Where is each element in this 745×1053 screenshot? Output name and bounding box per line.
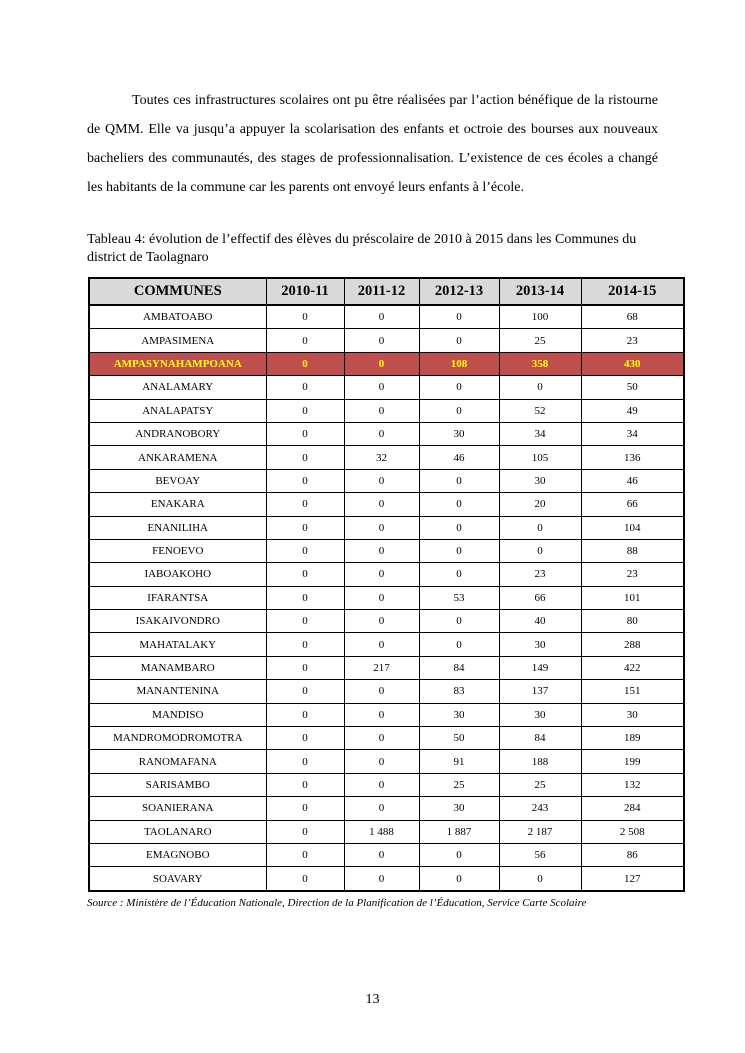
enrollment-cell: 0	[419, 469, 499, 492]
table-row	[89, 329, 684, 352]
commune-name-cell: ENAKARA	[89, 493, 266, 516]
enrollment-cell: 0	[344, 680, 419, 703]
enrollment-cell: 0	[419, 867, 499, 891]
enrollment-cell: 0	[344, 633, 419, 656]
commune-name-cell: AMPASIMENA	[89, 329, 266, 352]
table-row	[89, 586, 684, 609]
enrollment-cell: 32	[344, 446, 419, 469]
commune-name-cell: IFARANTSA	[89, 586, 266, 609]
commune-name-cell: ANALAPATSY	[89, 399, 266, 422]
commune-name-cell: AMPASYNAHAMPOANA	[89, 352, 266, 375]
commune-name-cell: MANDROMODROMOTRA	[89, 727, 266, 750]
enrollment-cell: 0	[266, 797, 344, 820]
enrollment-cell: 0	[344, 516, 419, 539]
enrollment-cell: 25	[499, 773, 581, 796]
enrollment-cell: 189	[581, 727, 684, 750]
commune-name-cell: MANANTENINA	[89, 680, 266, 703]
enrollment-cell: 0	[266, 422, 344, 445]
enrollment-cell: 0	[344, 305, 419, 329]
table-row	[89, 843, 684, 866]
enrollment-cell: 86	[581, 843, 684, 866]
enrollment-cell: 0	[266, 399, 344, 422]
enrollment-cell: 0	[344, 867, 419, 891]
enrollment-cell: 66	[499, 586, 581, 609]
enrollment-cell: 0	[344, 797, 419, 820]
enrollment-cell: 288	[581, 633, 684, 656]
table-row	[89, 539, 684, 562]
enrollment-cell: 0	[344, 750, 419, 773]
enrollment-cell: 0	[344, 329, 419, 352]
enrollment-cell: 23	[581, 563, 684, 586]
enrollment-cell: 68	[581, 305, 684, 329]
commune-name-cell: IABOAKOHO	[89, 563, 266, 586]
enrollment-cell: 0	[266, 329, 344, 352]
enrollment-cell: 1 488	[344, 820, 419, 843]
enrollment-cell: 149	[499, 656, 581, 679]
column-header-year: 2010-11	[266, 278, 344, 305]
enrollment-cell: 0	[499, 376, 581, 399]
enrollment-cell: 430	[581, 352, 684, 375]
enrollment-cell: 0	[344, 352, 419, 375]
enrollment-cell: 30	[419, 422, 499, 445]
commune-name-cell: BEVOAY	[89, 469, 266, 492]
table-row	[89, 305, 684, 329]
enrollment-cell: 0	[344, 727, 419, 750]
table-caption: Tableau 4: évolution de l’effectif des élèves du préscolaire de 2010 à 2015 dans les Communes du district de Taolagnaro	[87, 232, 637, 265]
enrollment-cell: 0	[419, 376, 499, 399]
enrollment-cell: 0	[344, 399, 419, 422]
commune-name-cell: TAOLANARO	[89, 820, 266, 843]
table-row	[89, 820, 684, 843]
commune-name-cell: ISAKAIVONDRO	[89, 610, 266, 633]
enrollment-cell: 0	[266, 727, 344, 750]
enrollment-cell: 0	[266, 469, 344, 492]
table-row	[89, 656, 684, 679]
page-number: 13	[365, 992, 380, 1007]
enrollment-cell: 0	[419, 399, 499, 422]
table-row	[89, 633, 684, 656]
table-row	[89, 469, 684, 492]
enrollment-cell: 217	[344, 656, 419, 679]
enrollment-cell: 151	[581, 680, 684, 703]
enrollment-cell: 46	[581, 469, 684, 492]
table-row	[89, 797, 684, 820]
enrollment-cell: 100	[499, 305, 581, 329]
enrollment-cell: 88	[581, 539, 684, 562]
commune-name-cell: EMAGNOBO	[89, 843, 266, 866]
commune-name-cell: MANAMBARO	[89, 656, 266, 679]
enrollment-cell: 0	[344, 610, 419, 633]
enrollment-cell: 83	[419, 680, 499, 703]
enrollment-cell: 0	[499, 516, 581, 539]
enrollment-cell: 136	[581, 446, 684, 469]
enrollment-cell: 0	[266, 586, 344, 609]
enrollment-cell: 104	[581, 516, 684, 539]
enrollment-cell: 46	[419, 446, 499, 469]
table-row	[89, 516, 684, 539]
enrollment-cell: 101	[581, 586, 684, 609]
column-header-year: 2012-13	[419, 278, 499, 305]
enrollment-cell: 0	[499, 539, 581, 562]
table-row	[89, 680, 684, 703]
commune-name-cell: ENANILIHA	[89, 516, 266, 539]
table-row	[89, 422, 684, 445]
enrollment-cell: 0	[419, 305, 499, 329]
table-row	[89, 727, 684, 750]
table-row	[89, 563, 684, 586]
enrollment-cell: 0	[266, 820, 344, 843]
commune-name-cell: SARISAMBO	[89, 773, 266, 796]
commune-name-cell: MAHATALAKY	[89, 633, 266, 656]
body-paragraph: Toutes ces infrastructures scolaires ont pu être réalisées par l’action bénéfique de la ristourne de QMM. Elle va jusqu’a appuyer la scolarisation des enfants et octroie des bourses aux nouveaux bacheliers des communautés, des stages de professionnalisation. L’existence de ces écoles a changé les habitants de la commune car les parents ont envoyé leurs enfants à l’école.	[87, 93, 658, 195]
enrollment-cell: 2 187	[499, 820, 581, 843]
table-source: Source : Ministère de l’Éducation Nationale, Direction de la Planification de l’Éducation, Service Carte Scolaire	[87, 897, 587, 909]
enrollment-cell: 0	[266, 703, 344, 726]
enrollment-cell: 0	[344, 539, 419, 562]
enrollment-cell: 0	[419, 843, 499, 866]
enrollment-cell: 0	[344, 586, 419, 609]
table-row	[89, 446, 684, 469]
enrollment-cell: 30	[499, 469, 581, 492]
enrollment-cell: 0	[499, 867, 581, 891]
enrollment-cell: 50	[581, 376, 684, 399]
enrollment-cell: 0	[344, 843, 419, 866]
enrollment-cell: 0	[266, 376, 344, 399]
enrollment-cell: 0	[266, 656, 344, 679]
enrollment-cell: 0	[419, 516, 499, 539]
enrollment-cell: 0	[266, 305, 344, 329]
commune-name-cell: ANALAMARY	[89, 376, 266, 399]
enrollment-cell: 105	[499, 446, 581, 469]
enrollment-cell: 23	[499, 563, 581, 586]
enrollment-cell: 284	[581, 797, 684, 820]
enrollment-cell: 25	[499, 329, 581, 352]
commune-name-cell: ANKARAMENA	[89, 446, 266, 469]
enrollment-cell: 0	[266, 750, 344, 773]
enrollment-cell: 0	[344, 703, 419, 726]
commune-name-cell: FENOEVO	[89, 539, 266, 562]
enrollment-cell: 0	[419, 563, 499, 586]
enrollment-cell: 0	[266, 446, 344, 469]
enrollment-cell: 66	[581, 493, 684, 516]
commune-name-cell: MANDISO	[89, 703, 266, 726]
enrollment-cell: 25	[419, 773, 499, 796]
enrollment-cell: 0	[419, 610, 499, 633]
enrollment-cell: 0	[266, 563, 344, 586]
enrollment-cell: 0	[344, 469, 419, 492]
enrollment-cell: 0	[344, 376, 419, 399]
commune-name-cell: RANOMAFANA	[89, 750, 266, 773]
enrollment-cell: 0	[266, 516, 344, 539]
enrollment-cell: 0	[419, 633, 499, 656]
enrollment-cell: 358	[499, 352, 581, 375]
enrollment-cell: 127	[581, 867, 684, 891]
enrollment-cell: 422	[581, 656, 684, 679]
column-header-year: 2011-12	[344, 278, 419, 305]
enrollment-cell: 199	[581, 750, 684, 773]
enrollment-cell: 243	[499, 797, 581, 820]
table-row	[89, 750, 684, 773]
enrollment-cell: 30	[581, 703, 684, 726]
enrollment-cell: 84	[499, 727, 581, 750]
enrollment-cell: 30	[499, 633, 581, 656]
enrollment-table	[88, 277, 685, 892]
enrollment-cell: 0	[344, 773, 419, 796]
table-header-row	[89, 278, 684, 305]
column-header-year: 2013-14	[499, 278, 581, 305]
enrollment-cell: 52	[499, 399, 581, 422]
enrollment-cell: 40	[499, 610, 581, 633]
enrollment-cell: 56	[499, 843, 581, 866]
enrollment-cell: 188	[499, 750, 581, 773]
enrollment-cell: 23	[581, 329, 684, 352]
enrollment-cell: 30	[419, 703, 499, 726]
enrollment-cell: 0	[344, 563, 419, 586]
table-row-highlighted	[89, 352, 684, 375]
enrollment-cell: 49	[581, 399, 684, 422]
table-row	[89, 610, 684, 633]
table-row	[89, 399, 684, 422]
table-row	[89, 867, 684, 891]
table-row	[89, 773, 684, 796]
enrollment-cell: 34	[581, 422, 684, 445]
enrollment-cell: 0	[266, 843, 344, 866]
enrollment-cell: 0	[419, 539, 499, 562]
enrollment-cell: 50	[419, 727, 499, 750]
commune-name-cell: SOANIERANA	[89, 797, 266, 820]
enrollment-cell: 0	[344, 493, 419, 516]
enrollment-cell: 137	[499, 680, 581, 703]
enrollment-cell: 0	[266, 680, 344, 703]
column-header-year: 2014-15	[581, 278, 684, 305]
enrollment-cell: 80	[581, 610, 684, 633]
enrollment-cell: 30	[499, 703, 581, 726]
enrollment-cell: 30	[419, 797, 499, 820]
enrollment-cell: 0	[266, 610, 344, 633]
enrollment-cell: 0	[419, 329, 499, 352]
enrollment-cell: 0	[266, 493, 344, 516]
table-row	[89, 493, 684, 516]
enrollment-cell: 0	[419, 493, 499, 516]
enrollment-cell: 0	[266, 352, 344, 375]
enrollment-cell: 0	[266, 633, 344, 656]
table-row	[89, 703, 684, 726]
commune-name-cell: SOAVARY	[89, 867, 266, 891]
enrollment-cell: 0	[266, 867, 344, 891]
enrollment-cell: 84	[419, 656, 499, 679]
enrollment-cell: 91	[419, 750, 499, 773]
enrollment-cell: 1 887	[419, 820, 499, 843]
enrollment-cell: 0	[266, 539, 344, 562]
enrollment-cell: 20	[499, 493, 581, 516]
enrollment-cell: 0	[344, 422, 419, 445]
enrollment-cell: 108	[419, 352, 499, 375]
commune-name-cell: AMBATOABO	[89, 305, 266, 329]
column-header-communes: COMMUNES	[89, 278, 266, 305]
enrollment-cell: 34	[499, 422, 581, 445]
enrollment-cell: 2 508	[581, 820, 684, 843]
enrollment-cell: 53	[419, 586, 499, 609]
enrollment-cell: 0	[266, 773, 344, 796]
enrollment-cell: 132	[581, 773, 684, 796]
table-row	[89, 376, 684, 399]
commune-name-cell: ANDRANOBORY	[89, 422, 266, 445]
